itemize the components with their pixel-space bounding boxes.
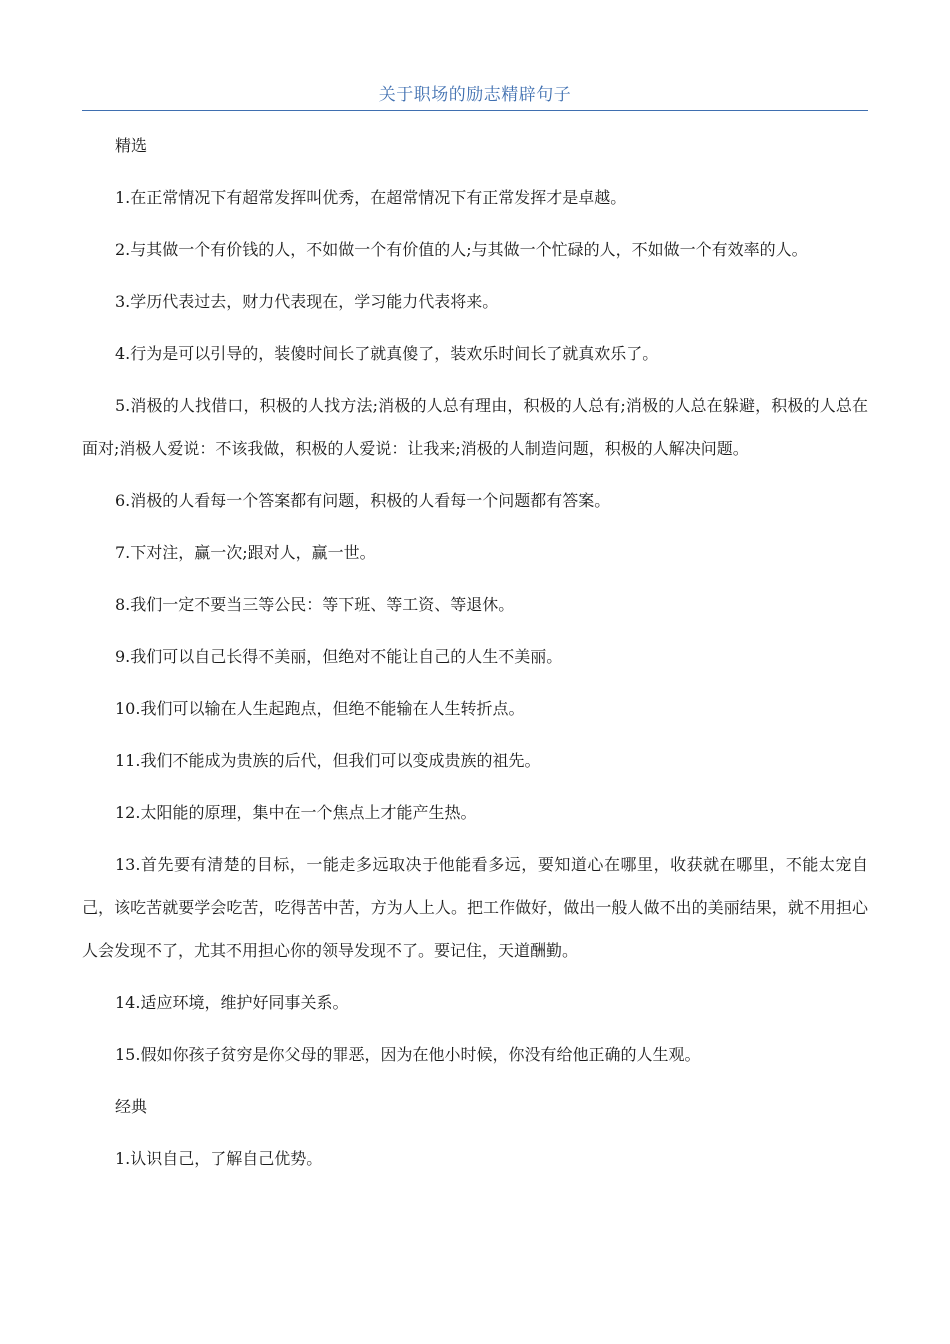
list-item: 14.适应环境，维护好同事关系。 bbox=[115, 993, 349, 1012]
list-item: 15.假如你孩子贫穷是你父母的罪恶，因为在他小时候，你没有给他正确的人生观。 bbox=[115, 1045, 701, 1064]
list-item: 6.消极的人看每一个答案都有问题，积极的人看每一个问题都有答案。 bbox=[115, 491, 611, 510]
list-item: 10.我们可以输在人生起跑点，但绝不能输在人生转折点。 bbox=[115, 699, 525, 718]
list-item: 8.我们一定不要当三等公民：等下班、等工资、等退休。 bbox=[115, 595, 515, 614]
list-item: 1.认识自己，了解自己优势。 bbox=[115, 1149, 323, 1168]
list-item: 9.我们可以自己长得不美丽，但绝对不能让自己的人生不美丽。 bbox=[115, 647, 563, 666]
document-header bbox=[82, 84, 868, 111]
list-item: 7.下对注，赢一次;跟对人，赢一世。 bbox=[115, 543, 376, 562]
list-item: 2.与其做一个有价钱的人，不如做一个有价值的人;与其做一个忙碌的人，不如做一个有效率的人。 bbox=[115, 240, 808, 259]
list-item: 13.首先要有清楚的目标，一能走多远取决于他能看多远，要知道心在哪里，收获就在哪里，不能太宠自己，该吃苦就要学会吃苦，吃得苦中苦，方为人上人。把工作做好，做出一般人做不出的美丽结果，就不用担心人会发现不了，尤其不用担心你的领导发现不了。要记住，天道酬勤。 bbox=[82, 855, 868, 960]
list-item: 12.太阳能的原理，集中在一个焦点上才能产生热。 bbox=[115, 803, 477, 822]
page-title: 关于职场的励志精辟句子 bbox=[378, 85, 572, 105]
list-item: 3.学历代表过去，财力代表现在，学习能力代表将来。 bbox=[115, 292, 499, 311]
list-item: 5.消极的人找借口，积极的人找方法;消极的人总有理由，积极的人总有;消极的人总在躲避，积极的人总在面对;消极人爱说：不该我做，积极的人爱说：让我来;消极的人制造问题，积极的人解决问题。 bbox=[82, 396, 868, 458]
section-heading-featured: 精选 bbox=[115, 136, 148, 155]
list-item: 1.在正常情况下有超常发挥叫优秀，在超常情况下有正常发挥才是卓越。 bbox=[115, 188, 627, 207]
list-item: 4.行为是可以引导的，装傻时间长了就真傻了，装欢乐时间长了就真欢乐了。 bbox=[115, 344, 659, 363]
list-item: 11.我们不能成为贵族的后代，但我们可以变成贵族的祖先。 bbox=[115, 751, 541, 770]
document-body bbox=[82, 124, 868, 1180]
section-heading-classic: 经典 bbox=[115, 1097, 148, 1116]
